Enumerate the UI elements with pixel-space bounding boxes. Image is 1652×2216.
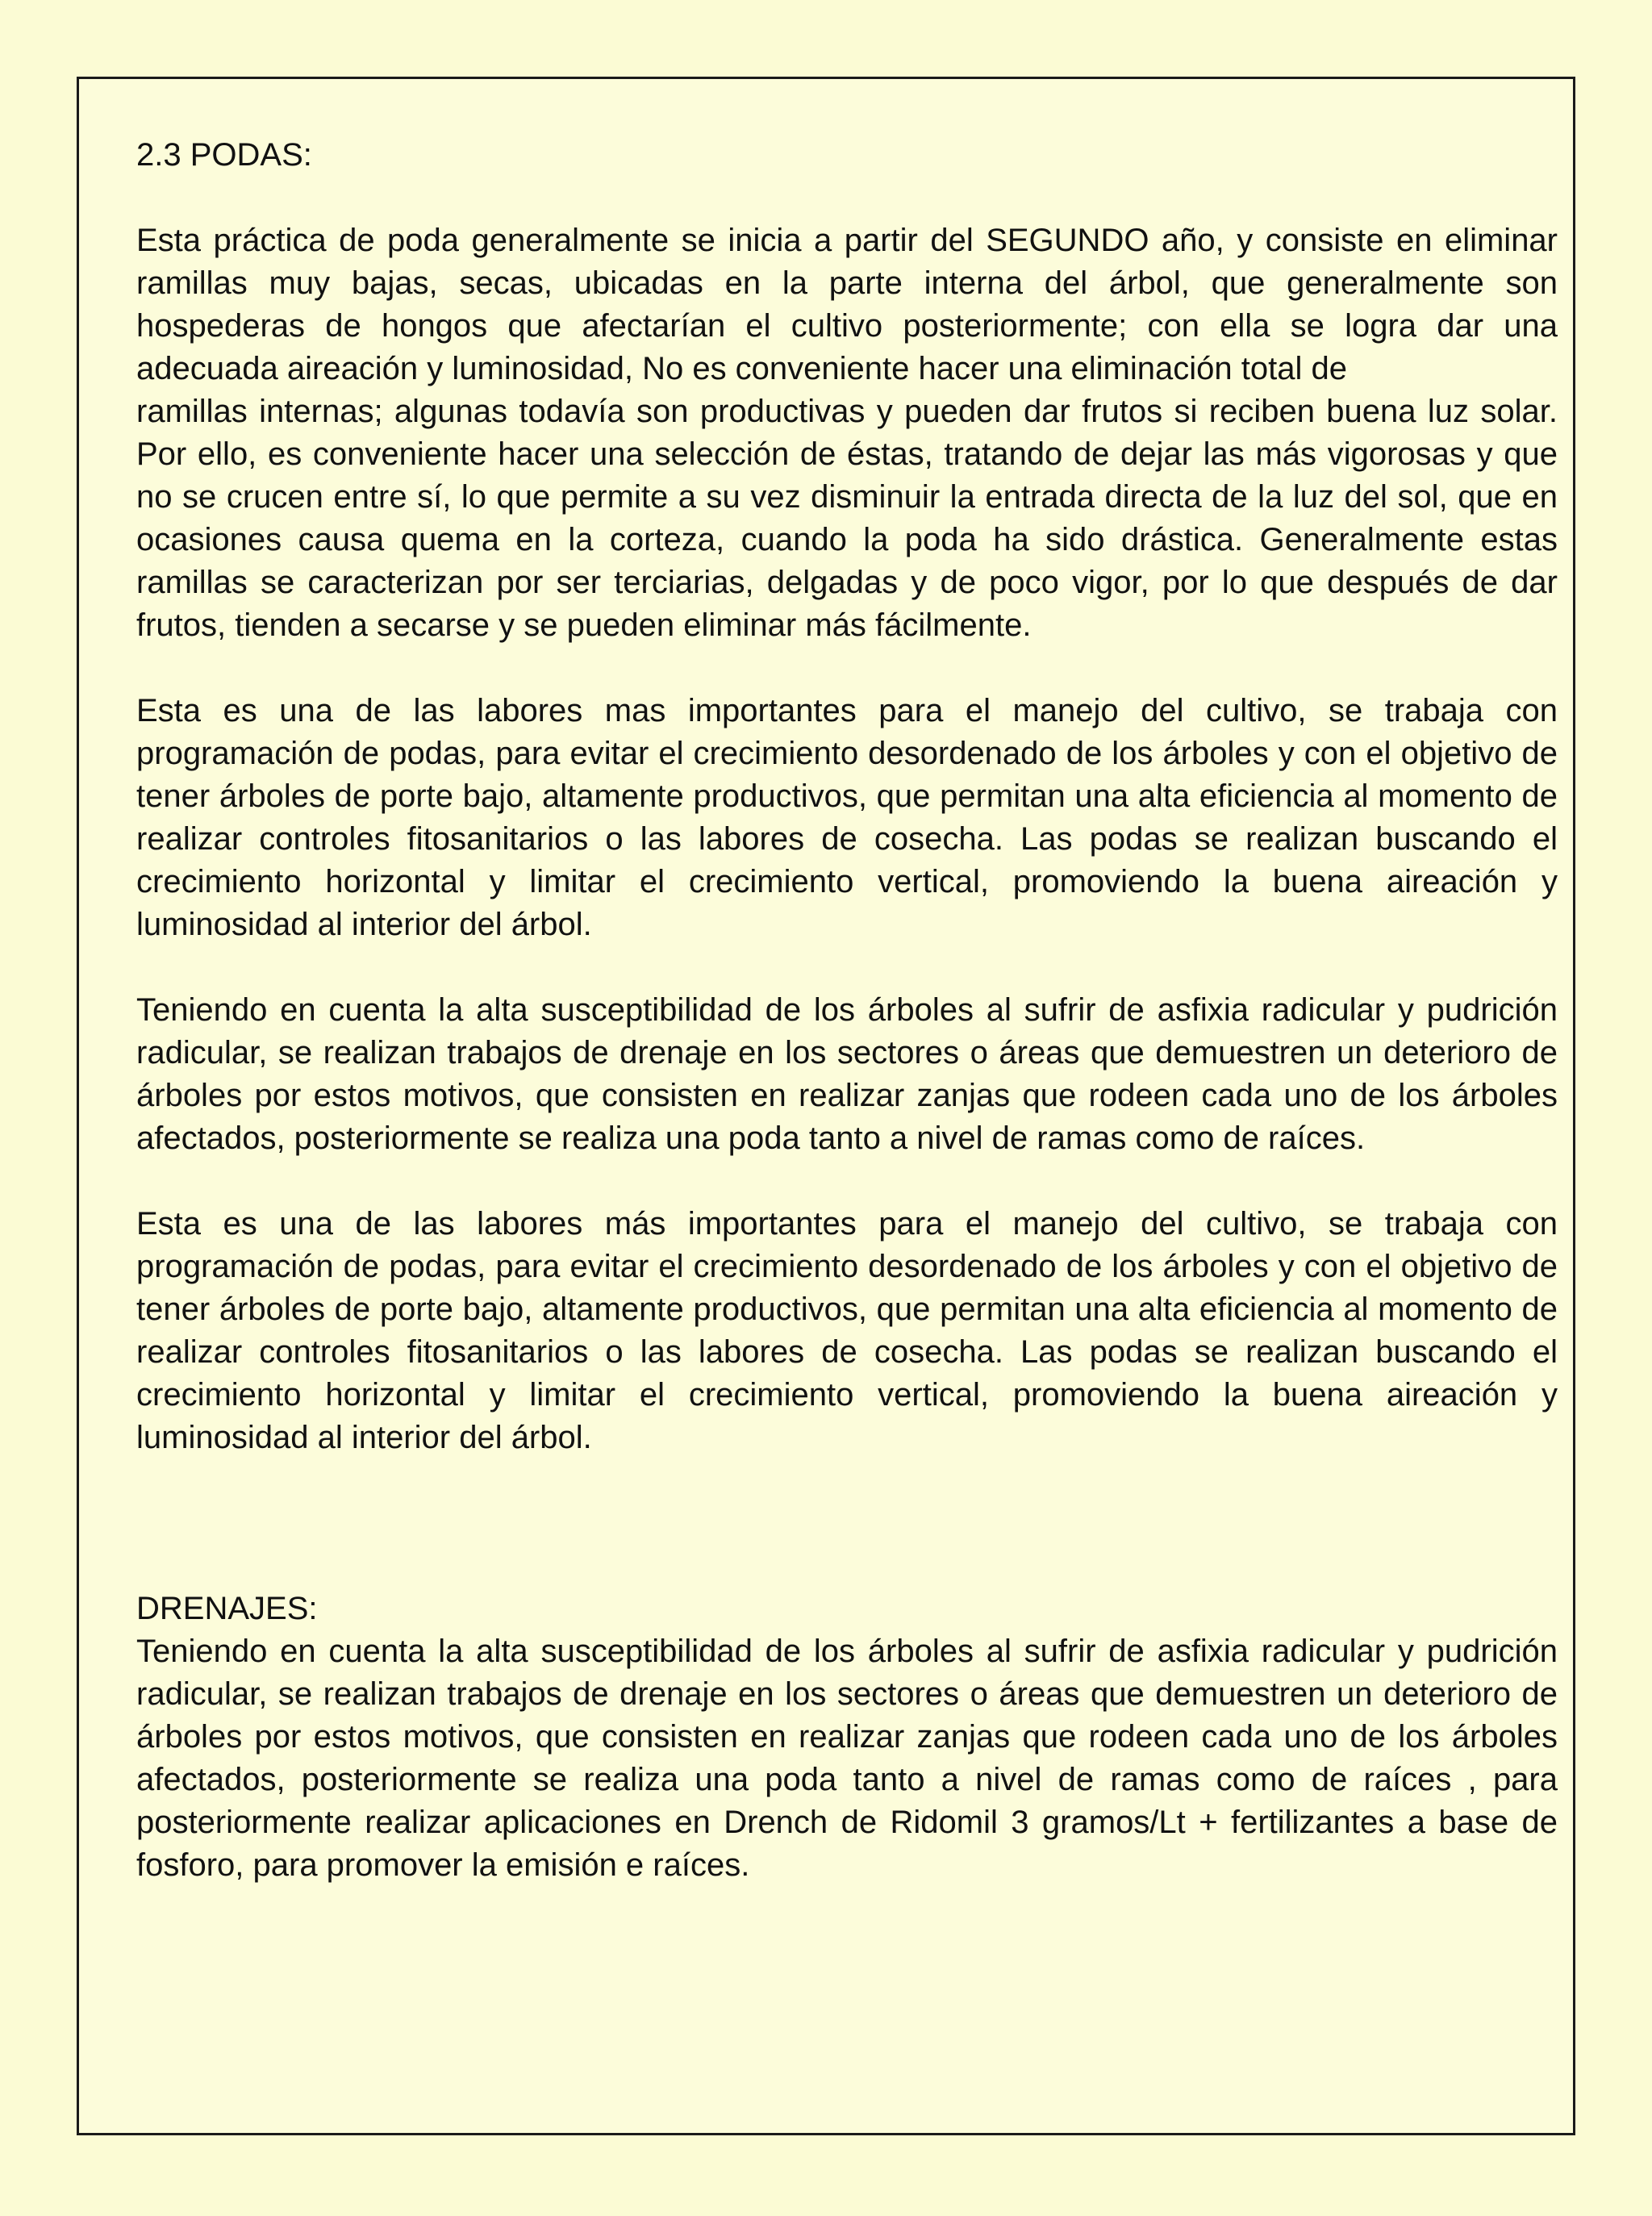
podas-paragraph-1b: ramillas internas; algunas todavía son productivas y pueden dar frutos si reciben buena luz solar. Por ello, es conveniente hacer una selección de éstas, tratando de dejar las más vigorosas y que no se crucen entre sí, lo que permite a su vez disminuir la entrada directa de la luz del sol, que en ocasiones causa quema en la corteza, cuando la poda ha sido drástica. Generalmente estas ramillas se caracterizan por ser terciarias, delgadas y de poco vigor, por lo que después de dar frutos, tienden a secarse y se pueden eliminar más fácilmente. [136,394,1558,643]
section-title-podas: 2.3 PODAS: [136,137,312,173]
podas-paragraph-3: Teniendo en cuenta la alta susceptibilidad de los árboles al sufrir de asfixia radicular y pudrición radicular, se realizan trabajos de drenaje en los sectores o áreas que demuestren un deterioro de árboles por estos motivos, que consisten en realizar zanjas que rodeen cada uno de los árboles afectados, posteriormente se realiza una poda tanto a nivel de ramas como de raíces. [136,992,1558,1156]
drenajes-paragraph: Teniendo en cuenta la alta susceptibilidad de los árboles al sufrir de asfixia radicular y pudrición radicular, se realizan trabajos de drenaje en los sectores o áreas que demuestren un deterioro de árboles por estos motivos, que consisten en realizar zanjas que rodeen cada uno de los árboles afectados, posteriormente se realiza una poda tanto a nivel de ramas como de raíces , para posteriormente realizar aplicaciones en Drench de Ridomil 3 gramos/Lt + fertilizantes a base de fosforo, para promover la emisión e raíces. [136,1634,1558,1883]
podas-paragraph-2: Esta es una de las labores mas importantes para el manejo del cultivo, se trabaja con programación de podas, para evitar el crecimiento desordenado de los árboles y con el objetivo de tener árboles de porte bajo, altamente productivos, que permitan una alta eficiencia al momento de realizar controles fitosanitarios o las labores de cosecha. Las podas se realizan buscando el crecimiento horizontal y limitar el crecimiento vertical, promoviendo la buena aireación y luminosidad al interior del árbol. [136,693,1558,942]
document-frame [77,77,1575,2135]
document-content [136,134,1558,1887]
podas-paragraph-1a: Esta práctica de poda generalmente se inicia a partir del SEGUNDO año, y consiste en eliminar ramillas muy bajas, secas, ubicadas en la parte interna del árbol, que generalmente son hospederas de hongos que afectarían el cultivo posteriormente; con ella se logra dar una adecuada aireación y luminosidad, No es conveniente hacer una eliminación total de [136,223,1558,386]
section-title-drenajes: DRENAJES: [136,1591,318,1626]
podas-paragraph-4: Esta es una de las labores más importantes para el manejo del cultivo, se trabaja con programación de podas, para evitar el crecimiento desordenado de los árboles y con el objetivo de tener árboles de porte bajo, altamente productivos, que permitan una alta eficiencia al momento de realizar controles fitosanitarios o las labores de cosecha. Las podas se realizan buscando el crecimiento horizontal y limitar el crecimiento vertical, promoviendo la buena aireación y luminosidad al interior del árbol. [136,1206,1558,1455]
